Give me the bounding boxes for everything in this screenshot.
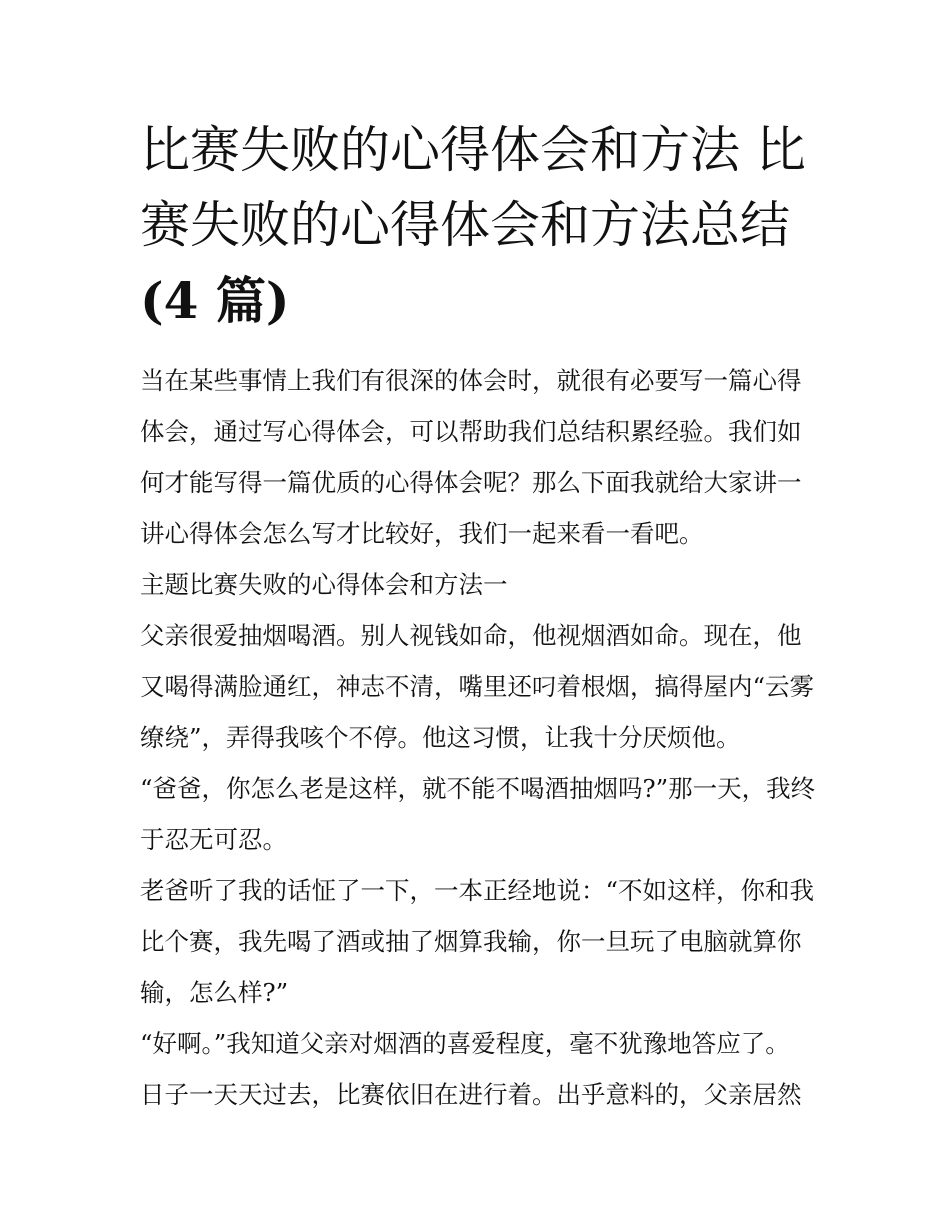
paragraph-section-heading: 主题比赛失败的心得体会和方法一 — [140, 570, 508, 599]
paragraph: 老爸听了我的话怔了一下，一本正经地说：“不如这样，你和我比个赛，我先喝了酒或抽了烟算我输，你一旦玩了电脑就算你输，怎么样?” — [140, 876, 815, 1007]
paragraph: 日子一天天过去，比赛依旧在进行着。出乎意料的，父亲居然 — [140, 1080, 802, 1109]
paragraph: 父亲很爱抽烟喝酒。别人视钱如命，他视烟酒如命。现在，他又喝得满脸通红，神志不清，嘴里还叼着根烟，搞得屋内“云雾缭绕”，弄得我咳个不停。他这习惯，让我十分厌烦他。 — [140, 621, 815, 752]
paragraph: “好啊。”我知道父亲对烟酒的喜爱程度，毫不犹豫地答应了。 — [140, 1029, 790, 1058]
paragraph: “爸爸，你怎么老是这样，就不能不喝酒抽烟吗?”那一天，我终于忍无可忍。 — [140, 774, 816, 854]
document-title — [140, 113, 820, 339]
paragraph-intro: 当在某些事情上我们有很深的体会时，就很有必要写一篇心得体会，通过写心得体会，可以帮助我们总结积累经验。我们如何才能写得一篇优质的心得体会呢？那么下面我就给大家讲一讲心得体会怎么写才比较好，我们一起来看一看吧。 — [140, 366, 802, 548]
document-body — [140, 355, 820, 1120]
title-text: 比赛失败的心得体会和方法 比赛失败的心得体会和方法总结 — [140, 121, 806, 254]
title-count: (4 篇) — [140, 271, 290, 330]
